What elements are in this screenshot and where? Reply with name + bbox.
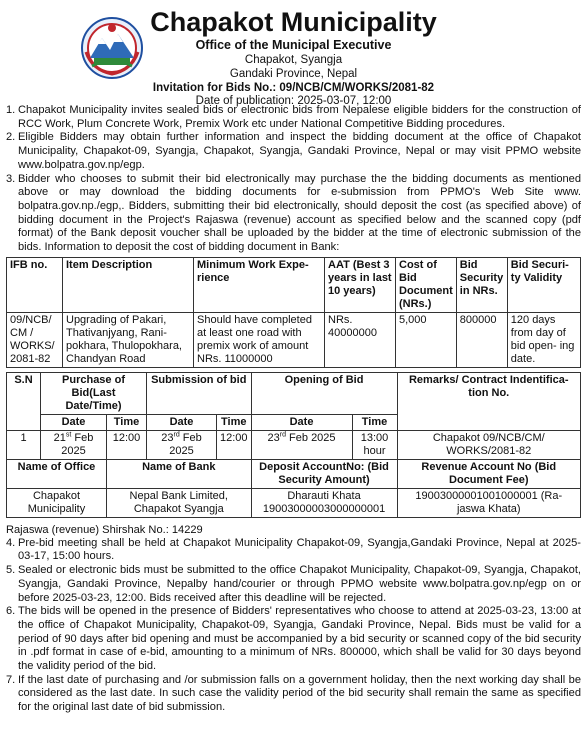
- table-cell: 120 days from day of bid open- ing date.: [507, 312, 580, 367]
- paragraph-5: [6, 564, 581, 605]
- table-cell: Chapakot 09/NCB/CM/ WORKS/2081-82: [397, 430, 580, 459]
- table-cell: 12:00: [107, 430, 147, 459]
- table-cell: NRs. 40000000: [325, 312, 396, 367]
- paragraph-1: [6, 104, 581, 131]
- column-header: S.N: [7, 372, 41, 430]
- notice-header: [6, 4, 581, 107]
- column-header: Opening of Bid: [251, 372, 397, 414]
- date-suffix: rd: [279, 431, 286, 439]
- municipality-emblem-icon: [80, 16, 144, 80]
- paragraph-6: [6, 605, 581, 674]
- date-suffix: rd: [173, 431, 180, 439]
- date-day: 21: [53, 431, 66, 444]
- publication-date: Date of publication: 2025-03-07, 12:00: [195, 95, 392, 107]
- table-row: [7, 430, 581, 459]
- paragraph-number: 4.: [6, 536, 16, 549]
- column-header: Time: [217, 414, 252, 430]
- date-rest: Feb 2025: [286, 431, 336, 444]
- column-header: Bid Securi- ty Validity: [507, 257, 580, 312]
- table-cell: 800000: [456, 312, 507, 367]
- date-rest: Feb 2025: [169, 431, 202, 457]
- paragraph-number: 3.: [6, 172, 16, 185]
- date-rest: Feb 2025: [61, 431, 94, 457]
- date-day: 23: [267, 431, 280, 444]
- table-cell: Upgrading of Pakari, Thativanjyang, Rani- pokhara, Thulopokhara, Chandyan Road: [63, 312, 194, 367]
- column-header: Deposit AccountNo: (Bid Security Amount): [251, 459, 397, 488]
- page-title: Chapakot Municipality: [150, 7, 437, 37]
- table-header-row: [7, 372, 581, 414]
- office-name: Office of the Municipal Executive: [195, 38, 392, 52]
- paragraph-text: Pre-bid meeting shall be held at Chapakot Municipality Chapakot-09, Syangja,Gandaki Province, Nepal at 2025-03-17, 15:00 hours.: [18, 536, 581, 563]
- paragraph-number: 7.: [6, 673, 16, 686]
- shirshak-number: Rajaswa (revenue) Shirshak No.: 14229: [6, 523, 203, 536]
- bid-info-table: [6, 257, 581, 368]
- column-header: Date: [147, 414, 217, 430]
- table-cell: 5,000: [396, 312, 457, 367]
- column-header: Revenue Account No (Bid Document Fee): [397, 459, 580, 488]
- paragraph-number: 1.: [6, 104, 16, 116]
- column-header: Name of Office: [7, 459, 107, 488]
- paragraph-number: 2.: [6, 131, 16, 144]
- column-header: Date: [251, 414, 352, 430]
- column-header: Purchase of Bid(Last Date/Time): [41, 372, 147, 414]
- table-cell: 12:00: [217, 430, 252, 459]
- paragraph-text: Sealed or electronic bids must be submitted to the office Chapakot Municipality, Chapakot-09, Syangja, Chapakot, Syangja, Gandaki Province, Nepalby hand/courier or through PPMO website www.bolpatra.gov.np/egp on or before 2025-03-23, 12:00. Bids received after this deadline will be rejected.: [18, 564, 581, 604]
- paragraph-text: Bidder who chooses to submit their bid electronically may purchase the the bidding documents as mentioned above or may download the bidding documents for e-submission from PPMO's Web Site www. bolpatra.gov.np./egp,. Bidders, submitting their bid electronically, should deposit the cost (as specified above) of bidding document in the Project's Rajaswa (revenue) account as specified below and the scanned copy (pdf format) of the Bank deposit voucher shall be uploaded by the bidder at the time of electronic submission of the bids. Information to deposit the cost of bidding document in Bank:: [18, 172, 581, 254]
- paragraph-4: [6, 537, 581, 564]
- paragraph-text: The bids will be opened in the presence of Bidders' representatives who choose to attend at 2025-03-23, 13:00 at the office of Chapakot Municipality, Chapakot-09, Syangja, Gandaki Province, Nepal. Bids must be valid for a period of 90 days after bid opening and must be accompanied by a bid security or scanned copy of the bid security in .pdf format in case of e-bid, amounting to a minimum of NRs. 800000, which shall be valid for 30 days beyond the validity period of the bid.: [18, 605, 581, 673]
- table-cell: [147, 430, 217, 459]
- table-cell: [251, 430, 352, 459]
- column-header: Time: [352, 414, 397, 430]
- column-header: Name of Bank: [107, 459, 252, 488]
- column-header: Minimum Work Expe- rience: [194, 257, 325, 312]
- table-header-row: [7, 459, 581, 488]
- address-line-2: Gandaki Province, Nepal: [229, 68, 358, 80]
- paragraph-text: If the last date of purchasing and /or submission falls on a government holiday, then the next working day shall be considered as the last date. In such case the validity period of the bid security shall remain the same as specified for the original last date of bid submission.: [18, 673, 581, 714]
- table-cell: Chapakot Municipality: [7, 488, 107, 517]
- schedule-table: [6, 372, 581, 518]
- table-cell: Nepal Bank Limited, Chapakot Syangja: [107, 488, 252, 517]
- table-cell: Dharauti Khata 19003000003000000001: [251, 488, 397, 517]
- table-cell: 1: [7, 430, 41, 459]
- column-header: IFB no.: [7, 257, 63, 312]
- column-header: Submission of bid: [147, 372, 252, 414]
- table-row: [7, 312, 581, 367]
- table-cell: 19003000001001000001 (Ra- jaswa Khata): [397, 488, 580, 517]
- table-cell: 13:00 hour: [352, 430, 397, 459]
- paragraph-2: [6, 131, 581, 172]
- paragraph-number: 5.: [6, 564, 16, 577]
- column-header: AAT (Best 3 years in last 10 years): [325, 257, 396, 312]
- table-cell: Should have completed at least one road with premix work of amount NRs. 11000000: [194, 312, 325, 367]
- paragraph-number: 6.: [6, 605, 16, 618]
- column-header: Remarks/ Contract Indentifica- tion No.: [397, 372, 580, 430]
- paragraph-7: [6, 674, 581, 715]
- date-suffix: st: [65, 431, 72, 439]
- paragraph-text: Chapakot Municipality invites sealed bids or electronic bids from Nepalese eligible bidders for the construction of RCC Work, Plum Concrete Work, Premix Work etc under National Competitive Bidding procedures.: [18, 104, 581, 130]
- column-header: Date: [41, 414, 107, 430]
- table-header-row: [7, 257, 581, 312]
- column-header: Item Description: [63, 257, 194, 312]
- table-cell: 09/NCB/ CM / WORKS/ 2081-82: [7, 312, 63, 367]
- date-day: 23: [161, 431, 174, 444]
- table-row: [7, 488, 581, 517]
- column-header: Bid Security in NRs.: [456, 257, 507, 312]
- paragraph-3: [6, 173, 581, 255]
- paragraph-text: Eligible Bidders may obtain further information and inspect the bidding document at the office of Chapakot Municipality, Chapakot-09, Syangja, Chapakot, Syangja, Gandaki Province, Nepal or may visit PPMO website www.bolpatra.gov.np/egp.: [18, 131, 581, 171]
- column-header: Cost of Bid Document (NRs.): [396, 257, 457, 312]
- table-cell: [41, 430, 107, 459]
- column-header: Time: [107, 414, 147, 430]
- address-line-1: Chapakot, Syangja: [244, 54, 343, 66]
- invitation-number: Invitation for Bids No.: 09/NCB/CM/WORKS/2081-82: [152, 82, 435, 94]
